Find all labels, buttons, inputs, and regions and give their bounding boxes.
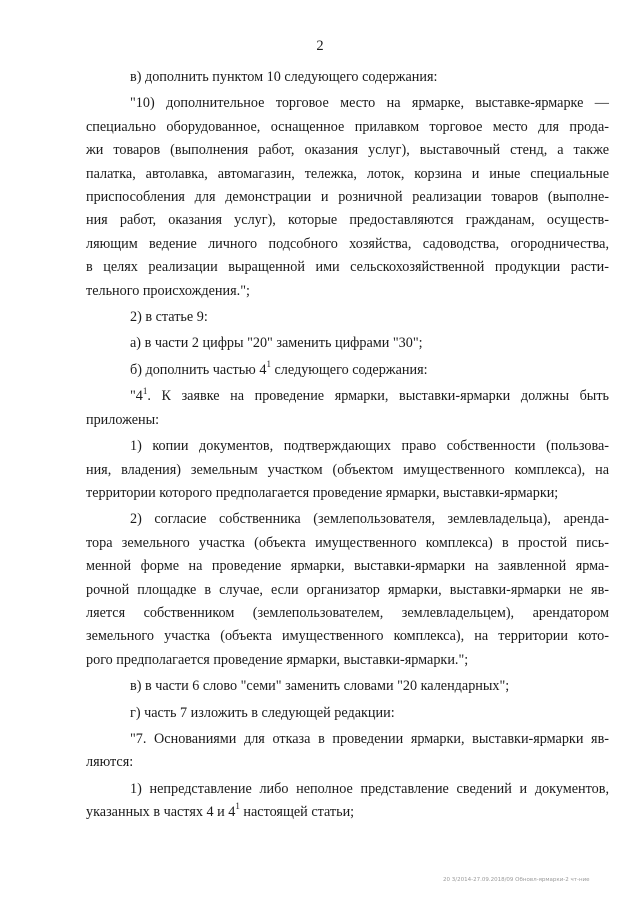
text-fragment: "4: [130, 388, 143, 405]
paragraph-point-10: [86, 92, 609, 303]
text-line: ния работ, оказания услуг), которые предоставляются гражданам, осуществ-: [86, 212, 609, 229]
text-line: [86, 801, 609, 824]
text-line: в) в части 6 слово "семи" заменить словами "20 календарных";: [130, 678, 510, 695]
paragraph-refusal-1: [86, 778, 609, 825]
text-line: приспособления для демонстрации и розничной реализации товаров (выполне-: [86, 189, 609, 206]
text-line: рого предполагается проведение ярмарки, выставки-ярмарки.";: [86, 651, 469, 668]
text-line: 1) копии документов, подтверждающих право собственности (пользова-: [130, 438, 609, 455]
text-line: приложены:: [86, 411, 160, 428]
text-line: территории которого предполагается проведение ярмарки, выставки-ярмарки;: [86, 484, 559, 501]
paragraph-item-v: [86, 66, 609, 89]
document-body: [86, 66, 609, 825]
paragraph-part-7: [86, 728, 609, 775]
text-line: "7. Основаниями для отказа в проведении ярмарки, выставки-ярмарки яв-: [130, 730, 609, 747]
file-path-footer: 20 3/2014-27.09.2018/09 Обновл-ярмарки-2 чт-ние: [443, 877, 590, 883]
text-line: в целях реализации выращенной ими сельскохозяйственной продукции расти-: [86, 259, 609, 276]
text-line: ляется собственником (землепользователем, землевладельцем), арендатором: [86, 604, 609, 621]
text-line: ния, владения) земельным участком (объектом имущественного комплекса), на: [86, 461, 609, 478]
paragraph-subitem-1: [86, 435, 609, 505]
text-line: в) дополнить пунктом 10 следующего содержания:: [130, 69, 438, 85]
paragraph-item-b: [86, 359, 609, 382]
text-line: тельного происхождения.";: [86, 282, 250, 299]
paragraph-item-g: [86, 702, 609, 725]
text-fragment: указанных в частях 4 и 4: [86, 804, 236, 821]
text-line: [86, 359, 609, 382]
text-fragment: . К заявке на проведение ярмарки, выставки-ярмарки должны быть: [147, 388, 609, 405]
superscript: 1: [142, 385, 148, 396]
text-line: ляются:: [86, 754, 134, 771]
text-fragment: б) дополнить частью 4: [130, 361, 267, 378]
text-fragment: настоящей статьи;: [239, 804, 355, 821]
text-line: специально оборудованное, оснащенное прилавком торговое место для прода-: [86, 118, 609, 135]
superscript: 1: [235, 801, 240, 812]
text-line: а) в части 2 цифры "20" заменить цифрами "30";: [130, 335, 423, 352]
paragraph-part-4-1: [86, 385, 609, 432]
text-line: менной форме на проведение ярмарки, выставки-ярмарки на заявленной ярма-: [86, 558, 609, 575]
text-line: 2) в статье 9:: [130, 309, 208, 326]
text-line: тора земельного участка (объекта имущественного комплекса) в простой пись-: [86, 534, 609, 551]
page-number: 2: [316, 38, 324, 54]
superscript: 1: [266, 359, 271, 370]
paragraph-item-v-part-6: [86, 675, 609, 698]
text-fragment: следующего содержания:: [270, 361, 428, 378]
text-line: 2) согласие собственника (землепользователя, землевладельца), арендa-: [130, 511, 609, 528]
text-line: палатка, автолавка, автомагазин, тележка, лоток, корзина и иные специальные: [86, 165, 609, 182]
text-line: "10) дополнительное торговое место на ярмарке, выставке-ярмарке —: [130, 95, 609, 112]
paragraph-item-a: [86, 332, 609, 355]
paragraph-article-9: [86, 306, 609, 329]
text-line: 1) непредставление либо неполное представление сведений и документов,: [130, 780, 609, 797]
paragraph-subitem-2: [86, 508, 609, 672]
text-line: земельного участка (объекта имущественного комплекса), на территории кото-: [86, 628, 609, 645]
text-line: [86, 385, 609, 408]
text-line: жи товаров (выполнения работ, оказания услуг), выставочный стенд, а также: [86, 142, 609, 159]
text-line: ляющим ведение личного подсобного хозяйства, садоводства, огородничества,: [86, 235, 609, 252]
text-line: рочной площадке в случае, если организатор ярмарки, выставки-ярмарки не яв-: [86, 581, 609, 598]
text-line: г) часть 7 изложить в следующей редакции:: [130, 704, 395, 721]
